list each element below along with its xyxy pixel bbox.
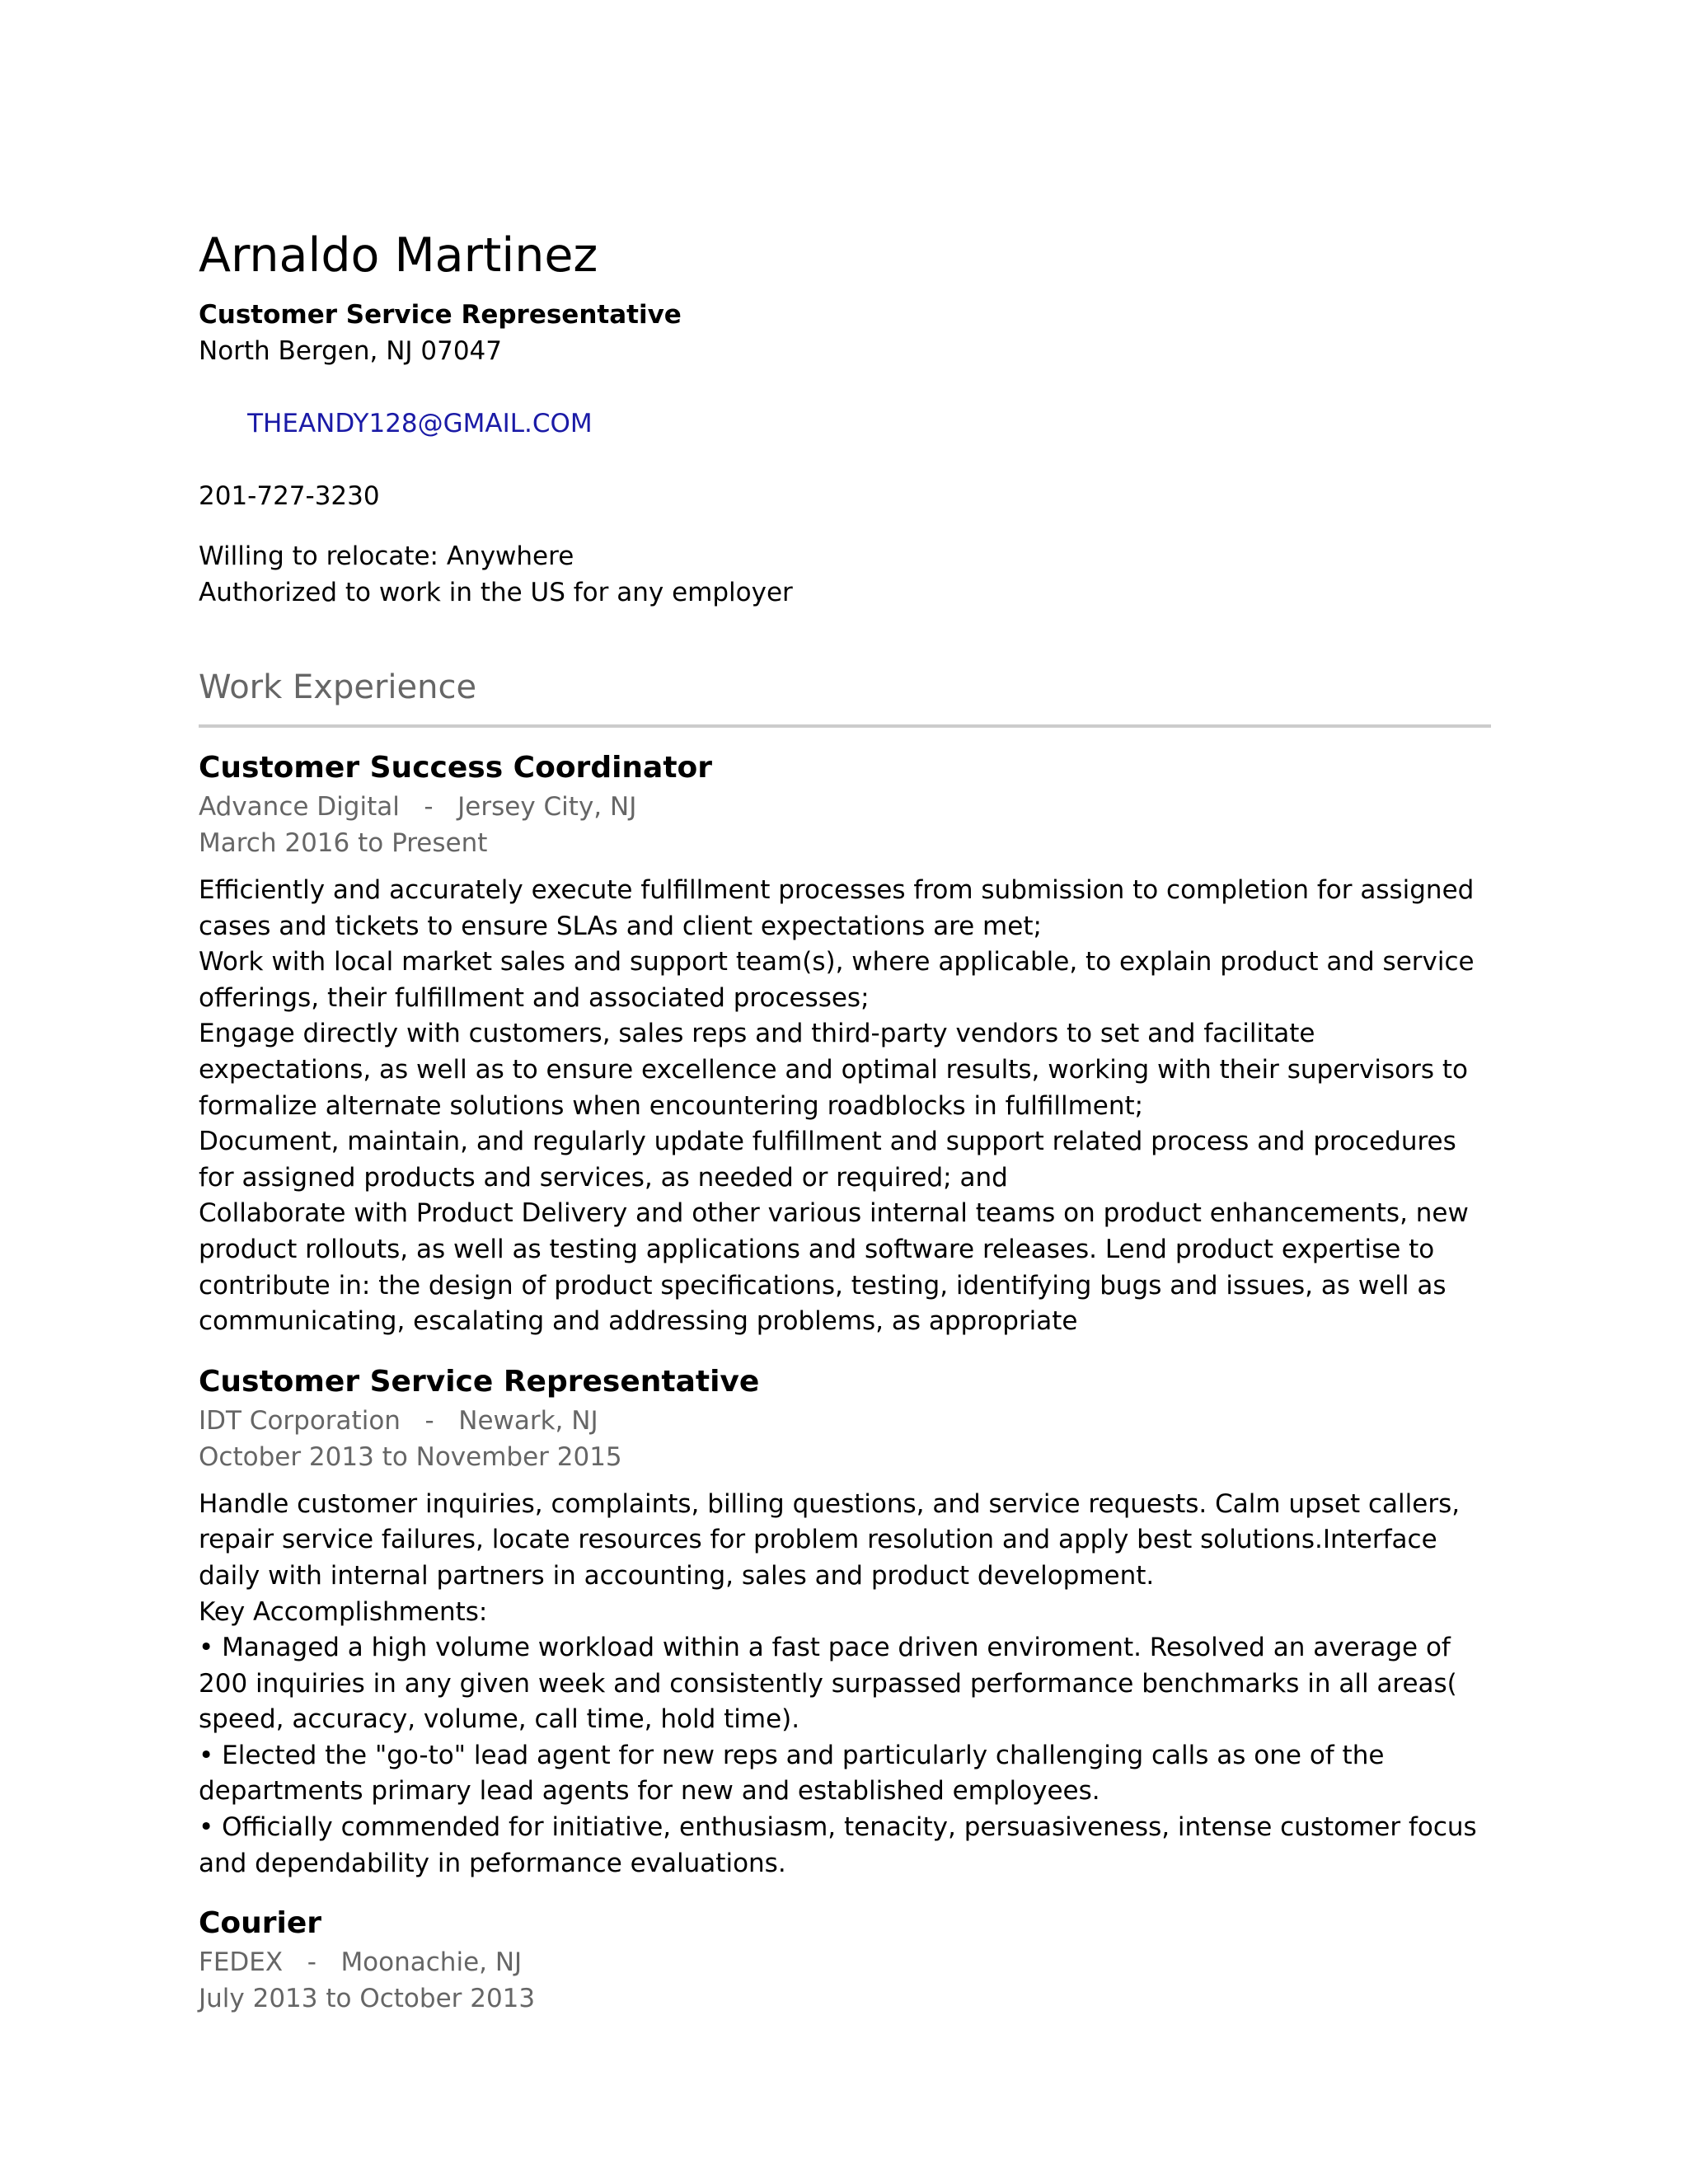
job-description-line: Handle customer inquiries, complaints, billing questions, and service requests. Calm upset callers, repair service failures, locate resources for problem resolution and apply best solutions.Interface daily with internal partners in accounting, sales and product development. [199,1488,1461,1591]
candidate-headline: Customer Service Representative [199,300,682,330]
job-company-location [199,789,1491,825]
job-title: Customer Service Representative [199,1364,760,1399]
candidate-email-link[interactable]: THEANDY128@GMAIL.COM [247,409,593,438]
job-description [199,1487,1491,1882]
job-dates: July 2013 to October 2013 [199,1984,536,2014]
job-description-line: Work with local market sales and support team(s), where applicable, to explain product and service offerings, their fulfillment and associated processes; [199,947,1475,1013]
job-dates: October 2013 to November 2015 [199,1441,622,1472]
candidate-phone: 201-727-3230 [199,481,380,511]
job-entry [199,1361,1491,1882]
resume-content [199,224,1491,2017]
job-description-line: • Officially commended for initiative, enthusiasm, tenacity, persuasiveness, intense customer focus and dependability in peformance evaluations. [199,1812,1477,1878]
work-authorization: Authorized to work in the US for any employer [199,578,793,607]
candidate-location: North Bergen, NJ 07047 [199,336,503,366]
job-description-line: • Managed a high volume workload within a fast pace driven enviroment. Resolved an average of 200 inquiries in any given week and consistently surpassed performance benchmarks in all areas( speed, accuracy, volume, call time, hold time). [199,1633,1457,1735]
candidate-email-row [199,369,1491,478]
job-location: Newark, NJ [458,1405,598,1436]
job-location: Jersey City, NJ [457,792,637,822]
relocate-statement: Willing to relocate: Anywhere [199,541,574,571]
job-description-line: Collaborate with Product Delivery and other various internal teams on product enhancements, new product rollouts, as well as testing applications and software releases. Lend product expertise to contribute in: the design of product specifications, testing, identifying bugs and issues, as well as communicating, escalating and addressing problems, as appropriate [199,1198,1469,1337]
job-description-line: Efficiently and accurately execute fulfillment processes from submission to completion for assigned cases and tickets to ensure SLAs and client expectations are met; [199,875,1475,941]
job-dates: March 2016 to Present [199,828,488,858]
job-description [199,873,1491,1340]
job-description-line: Document, maintain, and regularly update fulfillment and support related process and procedures for assigned products and services, as needed or required; and [199,1127,1456,1193]
work-experience-heading: Work Experience [199,665,1491,728]
job-company: FEDEX [199,1947,284,1978]
job-company: Advance Digital [199,792,400,822]
job-description-line: • Elected the "go-to" lead agent for new reps and particularly challenging calls as one of the departments primary lead agents for new and established employees. [199,1740,1385,1807]
job-entry [199,748,1491,1340]
job-company-location [199,1944,1491,1980]
job-description-line: Key Accomplishments: [199,1596,488,1627]
job-description-line: Engage directly with customers, sales reps and third-party vendors to set and facilitate expectations, as well as to ensure excellence and optimal results, working with their supervisors to formalize alternate solutions when encountering roadblocks in fulfillment; [199,1019,1468,1121]
job-title: Courier [199,1906,322,1941]
job-company-location [199,1403,1491,1439]
job-company: IDT Corporation [199,1405,401,1436]
job-separator: - [424,792,434,822]
job-title: Customer Success Coordinator [199,751,713,785]
job-separator: - [307,1947,316,1978]
job-location: Moonachie, NJ [340,1947,523,1978]
job-separator: - [424,1405,434,1436]
candidate-name: Arnaldo Martinez [199,228,598,283]
job-entry [199,1903,1491,2017]
